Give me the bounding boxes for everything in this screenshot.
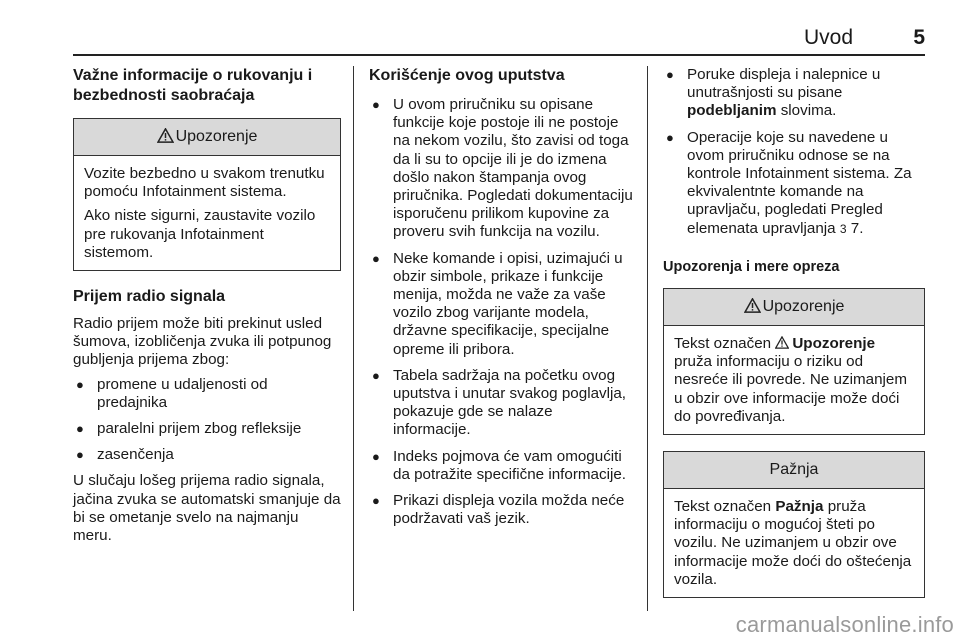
list-item: ● Prikazi displeja vozila možda neće podržavati vaš jezik.: [369, 492, 633, 528]
page-ref-arrow-icon: 3: [839, 221, 847, 236]
notice-text-bold: Pažnja: [775, 498, 824, 516]
notice-box-text: [674, 498, 914, 589]
warning-text-2: Ako niste sigurni, zaustavite vozilo pre rukovanja Infotainment sistemom.: [84, 207, 316, 261]
page-ref[interactable]: 7.: [850, 219, 864, 237]
safety-heading: Važne informacije o rukovanju i bezbednosti saobraćaja: [73, 67, 313, 104]
warning-box-header: [74, 119, 340, 156]
notice-box: [663, 451, 925, 598]
section-title: Uvod: [803, 26, 853, 49]
warning-text-1: Vozite bezbedno u svakom trenutku pomoću Infotainment sistema.: [84, 165, 325, 201]
list-item: ● paralelni prijem zbog refleksije: [73, 420, 341, 438]
list-item: [663, 129, 925, 238]
list-item: ● promene u udaljenosti od predajnika: [73, 376, 341, 412]
list-item: ● Neke komande i opisi, uzimajući u obzir simbole, prikaze i funkcije menija, možda ne važe za vaše vozilo zbog varijante modela, državne specifikacije, specijalne opreme ili pribora.: [369, 250, 633, 359]
warning-text-bold: Upozorenje: [792, 335, 876, 353]
column-divider-2: [647, 66, 648, 611]
warning-box-text: [674, 335, 914, 426]
item1-text: Poruke displeja i nalepnice u unutrašnjosti su pisane: [687, 66, 881, 102]
page-header: [73, 26, 925, 56]
list-item: ● U ovom priručniku su opisane funkcije koje postoje ili ne postoje na nekom vozilu, što zavisi od toga da li su to opcije ili je do izmena došlo nakon štampanja ovog priručnika. Pogledati dokumentaciju isporučenu prilikom kupovine za proveru svih funkcija na vozilu.: [369, 96, 633, 242]
column-3: [663, 66, 925, 614]
warning-box-header: [664, 289, 924, 326]
warning-box-1: [73, 118, 341, 271]
list-item: [663, 66, 925, 121]
radio-heading: Prijem radio signala: [73, 288, 226, 306]
column-2: [369, 66, 633, 536]
item1-bold: podebljanim: [687, 102, 777, 120]
radio-intro: Radio prijem može biti prekinut usled šumova, izobličenja zvuka ili potpunog gubljenja prijema zbog:: [73, 315, 332, 369]
notice-box-header: Pažnja: [664, 452, 924, 489]
column-1: [73, 66, 341, 551]
warning-text-pre: Tekst označen: [674, 335, 772, 353]
notice-text-post: pruža informaciju o mogućoj šteti po vozilu. Ne uzimanjem u obzir ove informacije može doći do oštećenja vozila.: [674, 498, 912, 588]
warning-text-post: pruža informaciju o riziku od nesreće ili povrede. Ne uzimanjem u obzir ove informacije može doći do povređivanja.: [674, 353, 907, 425]
warning-triangle-icon: [157, 128, 174, 143]
manual-usage-heading: Korišćenje ovog uputstva: [369, 67, 565, 84]
list-item: ● Indeks pojmova će vam omogućiti da potražite specifične informacije.: [369, 448, 633, 484]
warning-triangle-icon: [775, 336, 789, 349]
list-item: ● zasenčenja: [73, 446, 341, 464]
column-divider-1: [353, 66, 354, 611]
item1-post: slovima.: [780, 102, 837, 120]
warning-triangle-icon: [744, 298, 761, 313]
warning-box-2: [663, 288, 925, 435]
notice-text-pre: Tekst označen: [674, 498, 772, 516]
watermark: carmanualsonline.info: [735, 612, 954, 637]
radio-list: [73, 376, 341, 465]
manual-usage-list: [369, 96, 633, 528]
item2-text: Operacije koje su navedene u ovom priručniku odnose se na kontrole Infotainment sistema. Za ekvivalentnte komande na upravljaču, pogledati Pregled elemenata upravljanja: [687, 128, 912, 237]
warning-box-title: Upozorenje: [762, 298, 845, 316]
list-item: ● Tabela sadržaja na početku ovog uputstva i unutar svakog poglavlja, pokazuje gde se nalaze informacije.: [369, 367, 633, 440]
warnings-subheading: Upozorenja i mere opreza: [663, 258, 840, 275]
manual-usage-list-cont: [663, 66, 925, 238]
page-number: 5: [913, 26, 925, 49]
warning-box-title: Upozorenje: [175, 128, 258, 145]
radio-outro: U slučaju lošeg prijema radio signala, jačina zvuka se automatski smanjuje da bi se ometanje svelo na najmanju meru.: [73, 472, 341, 545]
